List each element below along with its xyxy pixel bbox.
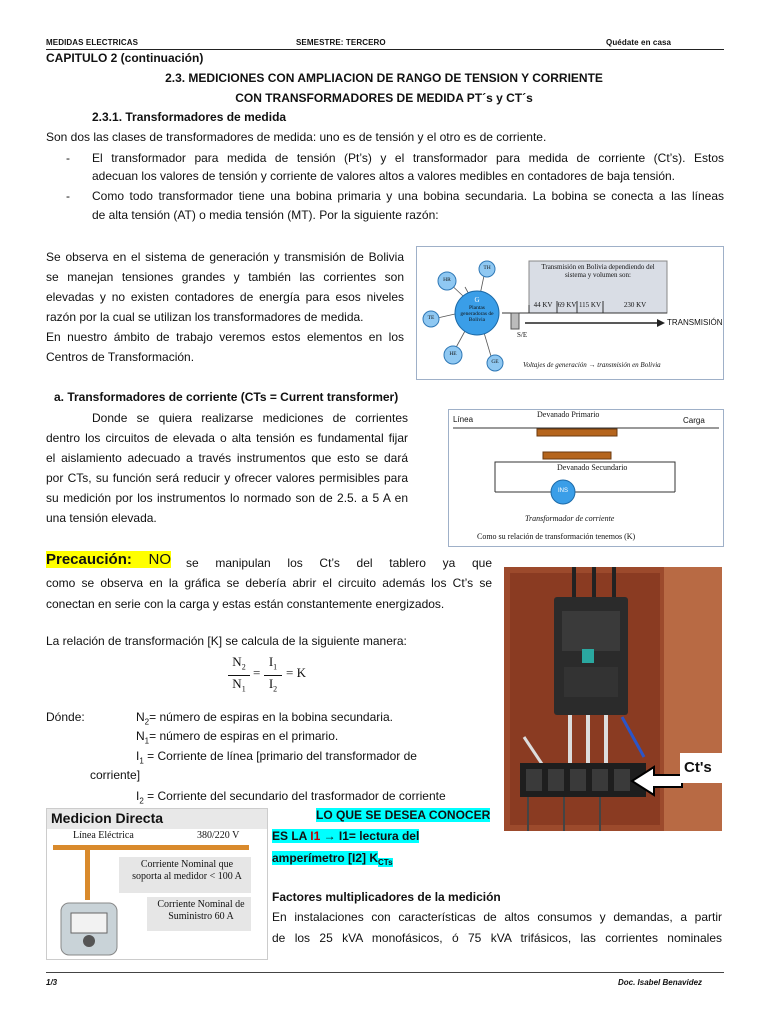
conocer-line-1-text: LO QUE SE DESEA CONOCER — [316, 808, 491, 822]
medicion-title: Medicion Directa — [51, 810, 164, 826]
factores-line-2: de los 25 kVA monofásicos, ó 75 kVA trifásicos, las corrientes nominales — [272, 931, 722, 945]
conocer-line-2 — [272, 826, 492, 846]
voltage-230: 230 KV — [623, 301, 647, 309]
ct-heading: a. Transformadores de corriente (CTs = Current transformer) — [54, 390, 399, 404]
formula-n2: $N_2$ — [232, 654, 246, 672]
primario-label: Devanado Primario — [537, 410, 600, 419]
conocer-line-2-start: ES LA — [272, 829, 311, 843]
bolivia-line-6: Centros de Transformación. — [46, 350, 195, 364]
voltage-69: 69 KV — [557, 301, 577, 309]
factores-heading: Factores multiplicadores de la medición — [272, 890, 501, 904]
formula-i1: $I_1$ — [268, 654, 278, 672]
ct-line-3: el aislamiento adecuado a través instrumentos que esto se dará — [46, 451, 408, 465]
relation-text: La relación de transformación [K] se calcula de la siguiente manera: — [46, 634, 407, 648]
node-he: HE — [449, 351, 457, 357]
ct-line-6: una tensión elevada. — [46, 511, 157, 525]
bullet-2-line-1: Como todo transformador tiene una bobina primaria y una bobina secundaria. La bobina se conecta a las líneas — [92, 189, 724, 203]
precaucion-gap — [132, 551, 149, 568]
bolivia-line-5: En nuestro ámbito de trabajo veremos estos elementos en los — [46, 330, 404, 344]
intro-paragraph: Son dos las clases de transformadores de medida: uno es de tensión y el otro es de corriente. — [46, 130, 547, 144]
node-th: TH — [483, 265, 491, 271]
ct-diagram — [448, 409, 724, 547]
conocer-line-3 — [272, 848, 393, 873]
generator-g-label: G — [474, 296, 480, 304]
formula-i2: $I_2$ — [268, 676, 278, 694]
ct-line-5: su medición por los instrumentos lo normado son de 2.5. a 5 A en — [46, 491, 408, 505]
header-course: MEDIDAS ELECTRICAS — [46, 38, 139, 47]
ct-line-4: por CTs, su función será reducir y ofrecer valores permisibles para — [46, 471, 408, 485]
header-note: Quédate en casa — [606, 38, 672, 47]
conocer-line-2-end: → I1= lectura del — [320, 829, 420, 843]
bullet-1-line-1: El transformador para medida de tensión (Pt’s) y el transformador para medida de corriente (Ct’s). Estos — [92, 151, 724, 165]
donde-i2: $I_2$ = Corriente del secundario del trasformador de corriente — [136, 789, 446, 806]
bolivia-line-4: razón por la cual se utilizan los transformadores de medida. — [46, 310, 364, 324]
precaucion-no: NO — [148, 551, 172, 568]
medicion-nominal: Corriente Nominal que soporta al medidor < 100 A — [132, 859, 242, 882]
bolivia-line-2: se manejan tensiones grandes y también las corrientes son — [46, 270, 404, 284]
secundario-label: Devanado Secundario — [557, 463, 628, 472]
formula-n1: $N_1$ — [232, 676, 246, 694]
generator-label: Plantas generadoras de Bolivia — [460, 305, 494, 323]
donde-i1-cont: corriente] — [90, 768, 141, 782]
conocer-i1: I1 — [310, 829, 321, 843]
donde-label: Dónde: — [46, 710, 85, 724]
header-semester: SEMESTRE: TERCERO — [296, 38, 386, 47]
voltage-115: 115 KV — [578, 301, 602, 309]
node-te: TE — [427, 315, 435, 321]
formula-equals-1: = — [253, 665, 261, 680]
bullet-2-line-2: de alta tensión (AT) o media tensión (MT). Por la siguiente razón: — [92, 208, 439, 222]
bolivia-box-title: Transmisión en Bolivia dependiendo del sistema y volumen son: — [541, 263, 655, 279]
cts-photo-label: Ct's — [684, 759, 712, 776]
bolivia-caption: Voltajes de generación → transmisión en Bolivia — [523, 361, 661, 369]
donde-n2: $N_2=$ número de espiras en la bobina secundaria. — [136, 710, 393, 727]
precaucion-text: Precaución: — [46, 551, 132, 568]
chapter-title: CAPITULO 2 (continuación) — [46, 51, 204, 65]
ct-line-1: Donde se quiera realizarse mediciones de corrientes — [92, 411, 408, 425]
bolivia-line-1: Se observa en el sistema de generación y transmisión de Bolivia — [46, 250, 404, 264]
voltage-44: 44 KV — [533, 301, 553, 309]
formula-k: = K — [286, 665, 306, 680]
medicion-volt: 380/220 V — [197, 830, 240, 841]
footer-divider — [46, 972, 724, 973]
conocer-line-1 — [316, 805, 490, 825]
subsection-title: 2.3.1. Transformadores de medida — [92, 110, 287, 124]
node-hr: HR — [443, 277, 451, 283]
bullet-dash: - — [66, 189, 70, 203]
section-title-1: 2.3. MEDICIONES CON AMPLIACION DE RANGO DE TENSION Y CORRIENTE — [165, 71, 603, 85]
transformation-formula — [228, 654, 328, 698]
ct-panel-photo — [504, 567, 722, 831]
medicion-directa-image — [46, 808, 268, 960]
linea-label: Línea — [453, 415, 474, 424]
footer-author: Doc. Isabel Benavidez — [618, 978, 703, 987]
node-ge: GE — [491, 359, 499, 365]
donde-i1: $I_1$ = Corriente de línea [primario del transformador de — [136, 749, 417, 766]
section-title-2: CON TRANSFORMADORES DE MEDIDA PT´s y CT´s — [235, 91, 533, 105]
medicion-linea: Línea Eléctrica — [73, 830, 134, 841]
conocer-line-3-text: amperímetro [I2] K — [272, 851, 379, 865]
ct-caption-1: Transformador de corriente — [525, 514, 615, 523]
bolivia-line-3: elevadas y no existen contadores de energía para esos niveles — [46, 290, 404, 304]
ins-label: INS — [557, 488, 568, 494]
bolivia-diagram — [416, 246, 724, 380]
bullet-1-line-2: adecuan los valores de tensión y corriente de valores altos a valores medibles en contadores de baja tensión. — [92, 169, 676, 183]
footer-page: 1/3 — [46, 978, 58, 987]
bullet-dash: - — [66, 151, 70, 165]
medicion-suministro: Corriente Nominal de Suministro 60 A — [157, 899, 245, 922]
factores-line-1: En instalaciones con características de altos consumos y demandas, a partir — [272, 910, 722, 924]
ct-caption-2: Como su relación de transformación tenemos (K) — [477, 532, 636, 541]
transmision-label: TRANSMISIÓN — [667, 318, 723, 327]
conocer-cts-sub: CTs — [378, 858, 393, 868]
precaucion-line-1: se manipulan los Ct’s del tablero ya que — [186, 556, 492, 570]
precaucion-line-2: como se observa en la gráfica se debería abrir el circuito además los Ct’s se — [46, 576, 492, 590]
precaucion-line-3: conectan en serie con la carga y estas están constantemente energizados. — [46, 597, 445, 611]
precaucion-label — [46, 550, 171, 570]
se-label: S/E — [517, 331, 528, 339]
carga-label: Carga — [683, 416, 705, 425]
donde-n1: $N_1=$ número de espiras en el primario. — [136, 729, 339, 746]
ct-line-2: dentro los circuitos de elevada o alta tensión es fundamental fijar — [46, 431, 408, 445]
